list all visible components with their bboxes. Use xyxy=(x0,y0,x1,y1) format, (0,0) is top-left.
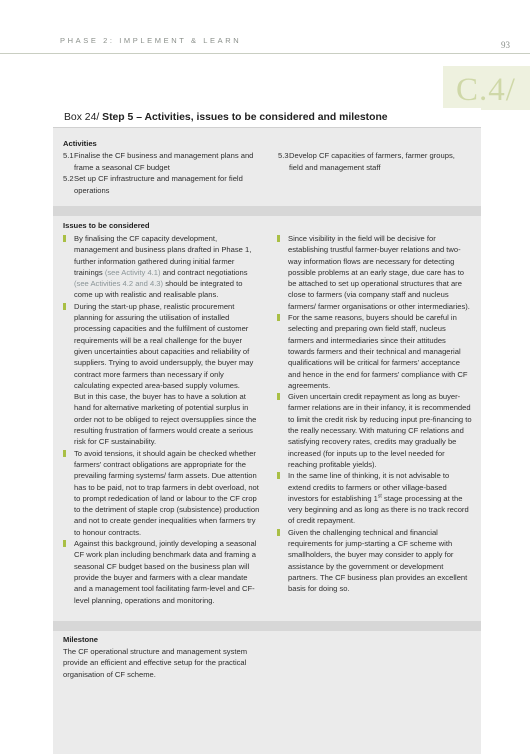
bullet-marker xyxy=(277,393,280,400)
activity-number: 5.3 xyxy=(278,151,289,160)
activity-item xyxy=(278,150,464,173)
superscript: st xyxy=(377,493,382,500)
bullet-text: Against this background, jointly developing a seasonal CF work plan including benchmark data and framing a seasonal CF budget based on the business plan will provide the buyer and farmers with a clear mandate and a management tool facilitating farm-level and CF-level planning, operations and monitoring. xyxy=(74,539,257,605)
bullet-marker xyxy=(277,529,280,536)
bullet-item xyxy=(63,448,261,538)
bullet-text: For the same reasons, buyers should be careful in selecting and preparing own field staff, nucleus farmers and intermediaries since their attitudes towards farmers and their technical and managerial qualifications will be critical for farmers’ acceptance and hence in the end for farmers’ compliance with CF agreements. xyxy=(288,313,468,390)
activity-item xyxy=(63,173,263,196)
header-rule xyxy=(0,53,530,54)
activities-heading: Activities xyxy=(63,139,97,148)
bullet-text: To avoid tensions, it should again be checked whether farmers’ contract obligations are appropriate for the prevailing farming systems/ farm assets. Due attention has to be paid, not to trap farmers in debt overload, not to prompt rededication of land or labour to the CF crop to the detriment of staple crop (subsistence) production and not to create gender inequalities when farmers try to honour contracts. xyxy=(74,448,260,537)
bullet-text: Given uncertain credit repayment as long as buyer-farmer relations are in their infancy, it is recommended to limit the credit risk by reducing input pre-financing to the really necessary. With maturing CF relations and satisfying recovery rates, credits may gradually be increased (for inputs up to the level needed for reaching profitable yields). xyxy=(288,392,472,469)
page-number: 93 xyxy=(501,40,510,50)
bullet-item xyxy=(63,538,261,606)
bullet-marker xyxy=(277,235,280,242)
bullet-text: In the same line of thinking, it is not advisable to extend credits to farmers or other village-based investors for establishing 1 xyxy=(288,471,450,503)
running-header: PHASE 2: IMPLEMENT & LEARN xyxy=(60,36,242,45)
activity-text: Finalise the CF business and management plans and frame a seasonal CF budget xyxy=(74,151,254,172)
bullet-marker xyxy=(63,450,66,457)
activity-text: Develop CF capacities of farmers, farmer groups, field and management staff xyxy=(289,151,455,172)
milestone-heading: Milestone xyxy=(63,635,99,644)
bullet-item xyxy=(277,527,473,595)
activity-reference: (see Activity 4.1) xyxy=(104,267,161,277)
issues-heading: Issues to be considered xyxy=(63,221,150,230)
box-title xyxy=(64,112,388,123)
bullet-marker xyxy=(63,540,66,547)
bullet-marker xyxy=(277,314,280,321)
milestone-text: The CF operational structure and management system provide an efficient and effective setup for the practical organisation of CF scheme. xyxy=(63,647,248,679)
bullet-continuation: But in this case, the buyer has to have a solution at hand for alternative marketing of potential surplus in order not to be obliged to reject oversupplies since the resulting frustration of farmers would create a serious risk for CF sustainability. xyxy=(74,392,257,447)
chapter-tab-label: C.4/ xyxy=(456,72,516,108)
section-separator xyxy=(53,621,481,631)
activity-number: 5.1 xyxy=(63,151,74,160)
activity-item xyxy=(63,150,263,173)
activity-reference: (see Activities 4.2 and 4.3) xyxy=(74,279,164,289)
activity-text: Set up CF infrastructure and management for field operations xyxy=(74,174,243,195)
bullet-marker xyxy=(63,235,66,242)
bullet-text: and contract negotiations xyxy=(160,267,248,277)
bullet-item xyxy=(277,470,473,526)
issues-column-left xyxy=(63,233,261,606)
bullet-item xyxy=(277,233,473,312)
bullet-item xyxy=(277,312,473,391)
bullet-text: should be integrated to come up with realistic and realisable plans. xyxy=(74,279,243,300)
bullet-item xyxy=(63,301,261,448)
box-title-prefix: Box 24/ xyxy=(64,112,100,123)
bullet-item xyxy=(63,233,261,301)
bullet-marker xyxy=(63,303,66,310)
bullet-item xyxy=(277,391,473,470)
box-title-text: Step 5 – Activities, issues to be considered and milestone xyxy=(102,112,388,123)
bullet-text: stage processing at the very beginning and as long as there is no track record of credit repayment. xyxy=(288,493,469,526)
activity-number: 5.2 xyxy=(63,174,74,183)
bullet-text: During the start-up phase, realistic procurement planning for assuring the utilisation of installed processing capacities and the fulfilment of customer requirements will be a real challenge for the buyer given uncertainties about capacities and reliability of suppliers. Trying to avoid undersupply, the buyer may contract more farmers than necessary if only calculating expected area-based supply volumes. xyxy=(74,301,254,390)
bullet-text: Since visibility in the field will be decisive for establishing trustful farmer-buyer relations and two-way information flows are necessary for detecting possible problems at an early stage, due care has to be attached to set up operational structures that are close to farmers (via company staff and nucleus farmers/ farmer organisations or other intermediaries). xyxy=(288,234,470,311)
bullet-marker xyxy=(277,472,280,479)
bullet-text: Given the challenging technical and financial requirements for jump-starting a CF scheme with smallholders, the buyer may consider to apply for assistance by the government or development partners. The CF business plan provides an excellent basis for doing so. xyxy=(288,527,468,594)
bullet-text: By finalising the CF capacity development, management and business plans drafted in Phase 1, further information gathered during initial farmer trainings xyxy=(74,234,252,277)
issues-column-right xyxy=(277,233,473,595)
section-separator xyxy=(53,206,481,216)
